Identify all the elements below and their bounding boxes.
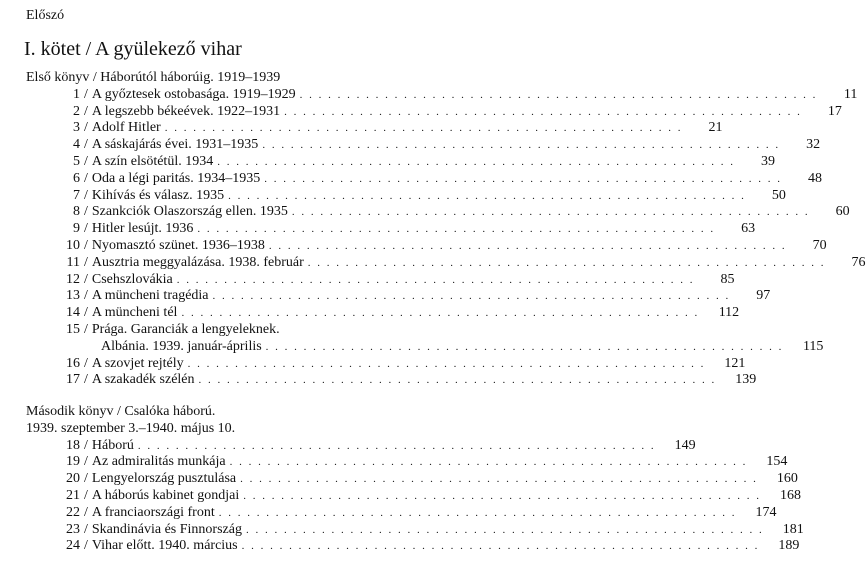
page-number: 97 [756,288,771,304]
page-number: 39 [760,153,775,169]
chapter-number: 23 [66,521,80,537]
dot-leader: . . . . . . . . . . . . . . . . . . . . . . . . . . . . . . . . . . . . . . . . . . . . . . . . . . . . . . . [284,105,802,118]
chapter-title: Kihívás és válasz. 1935 [91,187,225,203]
chapter-number: 14 [66,305,80,321]
toc-entry [26,137,821,154]
toc-entry [26,288,771,305]
page-number: 121 [724,355,746,371]
chapter-number: 7 [73,187,80,203]
page-number: 139 [735,372,757,388]
page-number: 11 [843,86,858,102]
chapter-title: A müncheni tél [91,305,178,321]
chapter-title: Háború [91,437,134,453]
chapter-number: 3 [73,120,80,136]
chapter-number: 1 [73,86,80,102]
dot-leader: . . . . . . . . . . . . . . . . . . . . . . . . . . . . . . . . . . . . . . . . . . . . . . . . . . . . . . . [291,206,810,219]
separator-slash: / [84,355,88,371]
separator-slash: / [84,504,88,520]
toc-entry [26,254,866,272]
toc-entry [26,305,740,322]
toc-entry [26,153,775,171]
separator-slash: / [84,437,88,453]
book-section [26,70,866,389]
toc-entry [26,170,822,188]
chapter-number: 10 [66,237,80,253]
separator-slash: / [84,305,88,321]
chapter-list [26,437,804,556]
separator-slash: / [84,187,88,203]
chapter-number: 4 [73,137,80,153]
toc-entry [26,521,804,539]
dot-leader: . . . . . . . . . . . . . . . . . . . . . . . . . . . . . . . . . . . . . . . . . . . . . . . . . . . . . . . [137,439,656,452]
header-label: Előszó [26,8,65,23]
toc-entry [26,454,788,471]
chapter-number: 9 [73,221,80,237]
chapter-number: 12 [66,271,80,287]
chapter-number: 11 [66,254,80,270]
dot-leader: . . . . . . . . . . . . . . . . . . . . . . . . . . . . . . . . . . . . . . . . . . . . . . . . . . . . . . . [198,374,717,387]
book-section [26,404,804,555]
chapter-number: 22 [66,504,80,520]
dot-leader: . . . . . . . . . . . . . . . . . . . . . . . . . . . . . . . . . . . . . . . . . . . . . . . . . . . . . . . [197,223,716,236]
chapter-number: 17 [66,372,80,388]
dot-leader: . . . . . . . . . . . . . . . . . . . . . . . . . . . . . . . . . . . . . . . . . . . . . . . . . . . . . . . [265,340,784,353]
page-number: 168 [780,487,802,503]
volume-title: I. kötet / A gyülekező vihar [24,38,242,60]
chapter-number: 18 [66,437,80,453]
page-number: 160 [776,471,798,487]
chapter-title: A szakadék szélén [91,372,195,388]
chapter-list [26,86,866,389]
chapter-number: 5 [73,153,80,169]
chapter-title: A szovjet rejtély [91,355,184,371]
toc-entry [26,86,858,104]
separator-slash: / [84,221,88,237]
dot-leader: . . . . . . . . . . . . . . . . . . . . . . . . . . . . . . . . . . . . . . . . . . . . . . . . . . . . . . . [299,88,818,101]
toc-entry [26,187,786,205]
page-number: 32 [806,137,821,153]
separator-slash: / [84,137,88,153]
chapter-title-continued: Albánia. 1939. január-április [101,338,262,354]
page-number: 149 [674,437,696,453]
chapter-title: Lengyelország pusztulása [91,471,237,487]
dot-leader: . . . . . . . . . . . . . . . . . . . . . . . . . . . . . . . . . . . . . . . . . . . . . . . . . . . . . . . [181,307,700,320]
chapter-title: Prága. Garanciák a lengyeleknek. [91,321,280,337]
page-number: 17 [827,103,842,119]
separator-slash: / [84,120,88,136]
toc-entry [26,538,800,555]
page-number: 174 [755,504,777,520]
book-title: Első könyv / Háborútól háborúig. 1919–1939 [26,70,281,85]
toc-entry [26,471,798,488]
dot-leader: . . . . . . . . . . . . . . . . . . . . . . . . . . . . . . . . . . . . . . . . . . . . . . . . . . . . . . . [228,189,746,202]
dot-leader: . . . . . . . . . . . . . . . . . . . . . . . . . . . . . . . . . . . . . . . . . . . . . . . . . . . . . . . [218,506,737,519]
book-title: Második könyv / Csalóka háború. [26,404,216,419]
separator-slash: / [84,372,88,388]
chapter-title: Ausztria meggyalázása. 1938. február [91,254,304,270]
page-number: 48 [808,170,822,186]
page-number: 21 [708,120,723,136]
separator-slash: / [84,153,88,169]
dot-leader: . . . . . . . . . . . . . . . . . . . . . . . . . . . . . . . . . . . . . . . . . . . . . . . . . . . . . . . [176,273,695,286]
separator-slash: / [84,86,88,102]
dot-leader: . . . . . . . . . . . . . . . . . . . . . . . . . . . . . . . . . . . . . . . . . . . . . . . . . . . . . . . [229,456,748,469]
chapter-title: Hitler lesújt. 1936 [91,221,194,237]
page-number: 115 [802,338,824,354]
chapter-number: 20 [66,471,80,487]
dot-leader: . . . . . . . . . . . . . . . . . . . . . . . . . . . . . . . . . . . . . . . . . . . . . . . . . . . . . . . [240,473,758,486]
toc-entry [26,120,723,137]
separator-slash: / [84,170,88,186]
page-number: 189 [778,538,800,554]
chapter-title: Skandinávia és Finnország [91,521,242,537]
chapter-number: 19 [66,454,80,470]
dot-leader: . . . . . . . . . . . . . . . . . . . . . . . . . . . . . . . . . . . . . . . . . . . . . . . . . . . . . . . [264,172,782,185]
page-number: 50 [771,187,786,203]
chapter-number: 15 [66,321,80,337]
page-number: 85 [720,271,735,287]
dot-leader: . . . . . . . . . . . . . . . . . . . . . . . . . . . . . . . . . . . . . . . . . . . . . . . . . . . . . . . [245,523,764,536]
page-number: 70 [812,237,827,253]
separator-slash: / [84,321,88,337]
separator-slash: / [84,288,88,304]
chapter-title: A győztesek ostobasága. 1919–1929 [91,86,296,102]
toc-entry [26,204,850,221]
dot-leader: . . . . . . . . . . . . . . . . . . . . . . . . . . . . . . . . . . . . . . . . . . . . . . . . . . . . . . . [164,122,683,135]
chapter-number: 16 [66,355,80,371]
chapter-title: A szín elsötétül. 1934 [91,153,214,169]
dot-leader: . . . . . . . . . . . . . . . . . . . . . . . . . . . . . . . . . . . . . . . . . . . . . . . . . . . . . . . [217,155,735,168]
toc-entry [26,504,777,522]
toc-entry [26,372,757,389]
chapter-number: 2 [73,103,80,119]
separator-slash: / [84,237,88,253]
separator-slash: / [84,521,88,537]
chapter-number: 24 [66,538,80,554]
dot-leader: . . . . . . . . . . . . . . . . . . . . . . . . . . . . . . . . . . . . . . . . . . . . . . . . . . . . . . . [212,290,731,303]
dot-leader: . . . . . . . . . . . . . . . . . . . . . . . . . . . . . . . . . . . . . . . . . . . . . . . . . . . . . . . [187,357,706,370]
toc-entry [26,103,842,121]
book-subtitle: 1939. szeptember 3.–1940. május 10. [26,420,236,436]
separator-slash: / [84,271,88,287]
chapter-title: Szankciók Olaszország ellen. 1935 [91,204,288,220]
dot-leader: . . . . . . . . . . . . . . . . . . . . . . . . . . . . . . . . . . . . . . . . . . . . . . . . . . . . . . . [307,256,826,269]
separator-slash: / [84,454,88,470]
chapter-title: Vihar előtt. 1940. március [91,538,238,554]
separator-slash: / [84,471,88,487]
dot-leader: . . . . . . . . . . . . . . . . . . . . . . . . . . . . . . . . . . . . . . . . . . . . . . . . . . . . . . . [268,239,787,252]
separator-slash: / [84,204,88,220]
page-number: 63 [741,221,756,237]
chapter-title: Adolf Hitler [91,120,161,136]
toc-entry-continuation [26,338,824,356]
toc-entry [26,437,696,455]
chapter-title: A legszebb békeévek. 1922–1931 [91,103,281,119]
chapter-title: A franciaországi front [91,504,215,520]
chapter-title: A háborús kabinet gondjai [91,487,240,503]
separator-slash: / [84,103,88,119]
chapter-number: 13 [66,288,80,304]
toc-entry [26,271,735,289]
chapter-title: Az admiralitás munkája [91,454,226,470]
separator-slash: / [84,538,88,554]
toc-entry [26,487,802,505]
chapter-title: Nyomasztó szünet. 1936–1938 [91,237,265,253]
page-number: 60 [835,204,850,220]
page-number: 154 [766,454,788,470]
separator-slash: / [84,254,88,270]
toc-entry [26,221,756,238]
chapter-number: 8 [73,204,80,220]
chapter-number: 21 [66,487,80,503]
chapter-title: A sáskajárás évei. 1931–1935 [91,137,259,153]
chapter-title: A müncheni tragédia [91,288,209,304]
page-number: 181 [782,521,804,537]
toc-entry [26,237,827,255]
page-number: 112 [718,305,740,321]
chapter-title: Oda a légi paritás. 1934–1935 [91,170,261,186]
separator-slash: / [84,487,88,503]
dot-leader: . . . . . . . . . . . . . . . . . . . . . . . . . . . . . . . . . . . . . . . . . . . . . . . . . . . . . . . [262,139,781,152]
chapter-title: Csehszlovákia [91,271,173,287]
chapter-number: 6 [73,170,80,186]
dot-leader: . . . . . . . . . . . . . . . . . . . . . . . . . . . . . . . . . . . . . . . . . . . . . . . . . . . . . . . [243,489,762,502]
page-number: 76 [851,254,866,270]
toc-entry [26,355,746,373]
dot-leader: . . . . . . . . . . . . . . . . . . . . . . . . . . . . . . . . . . . . . . . . . . . . . . . . . . . . . . . [241,540,760,553]
toc-entry [26,322,397,339]
